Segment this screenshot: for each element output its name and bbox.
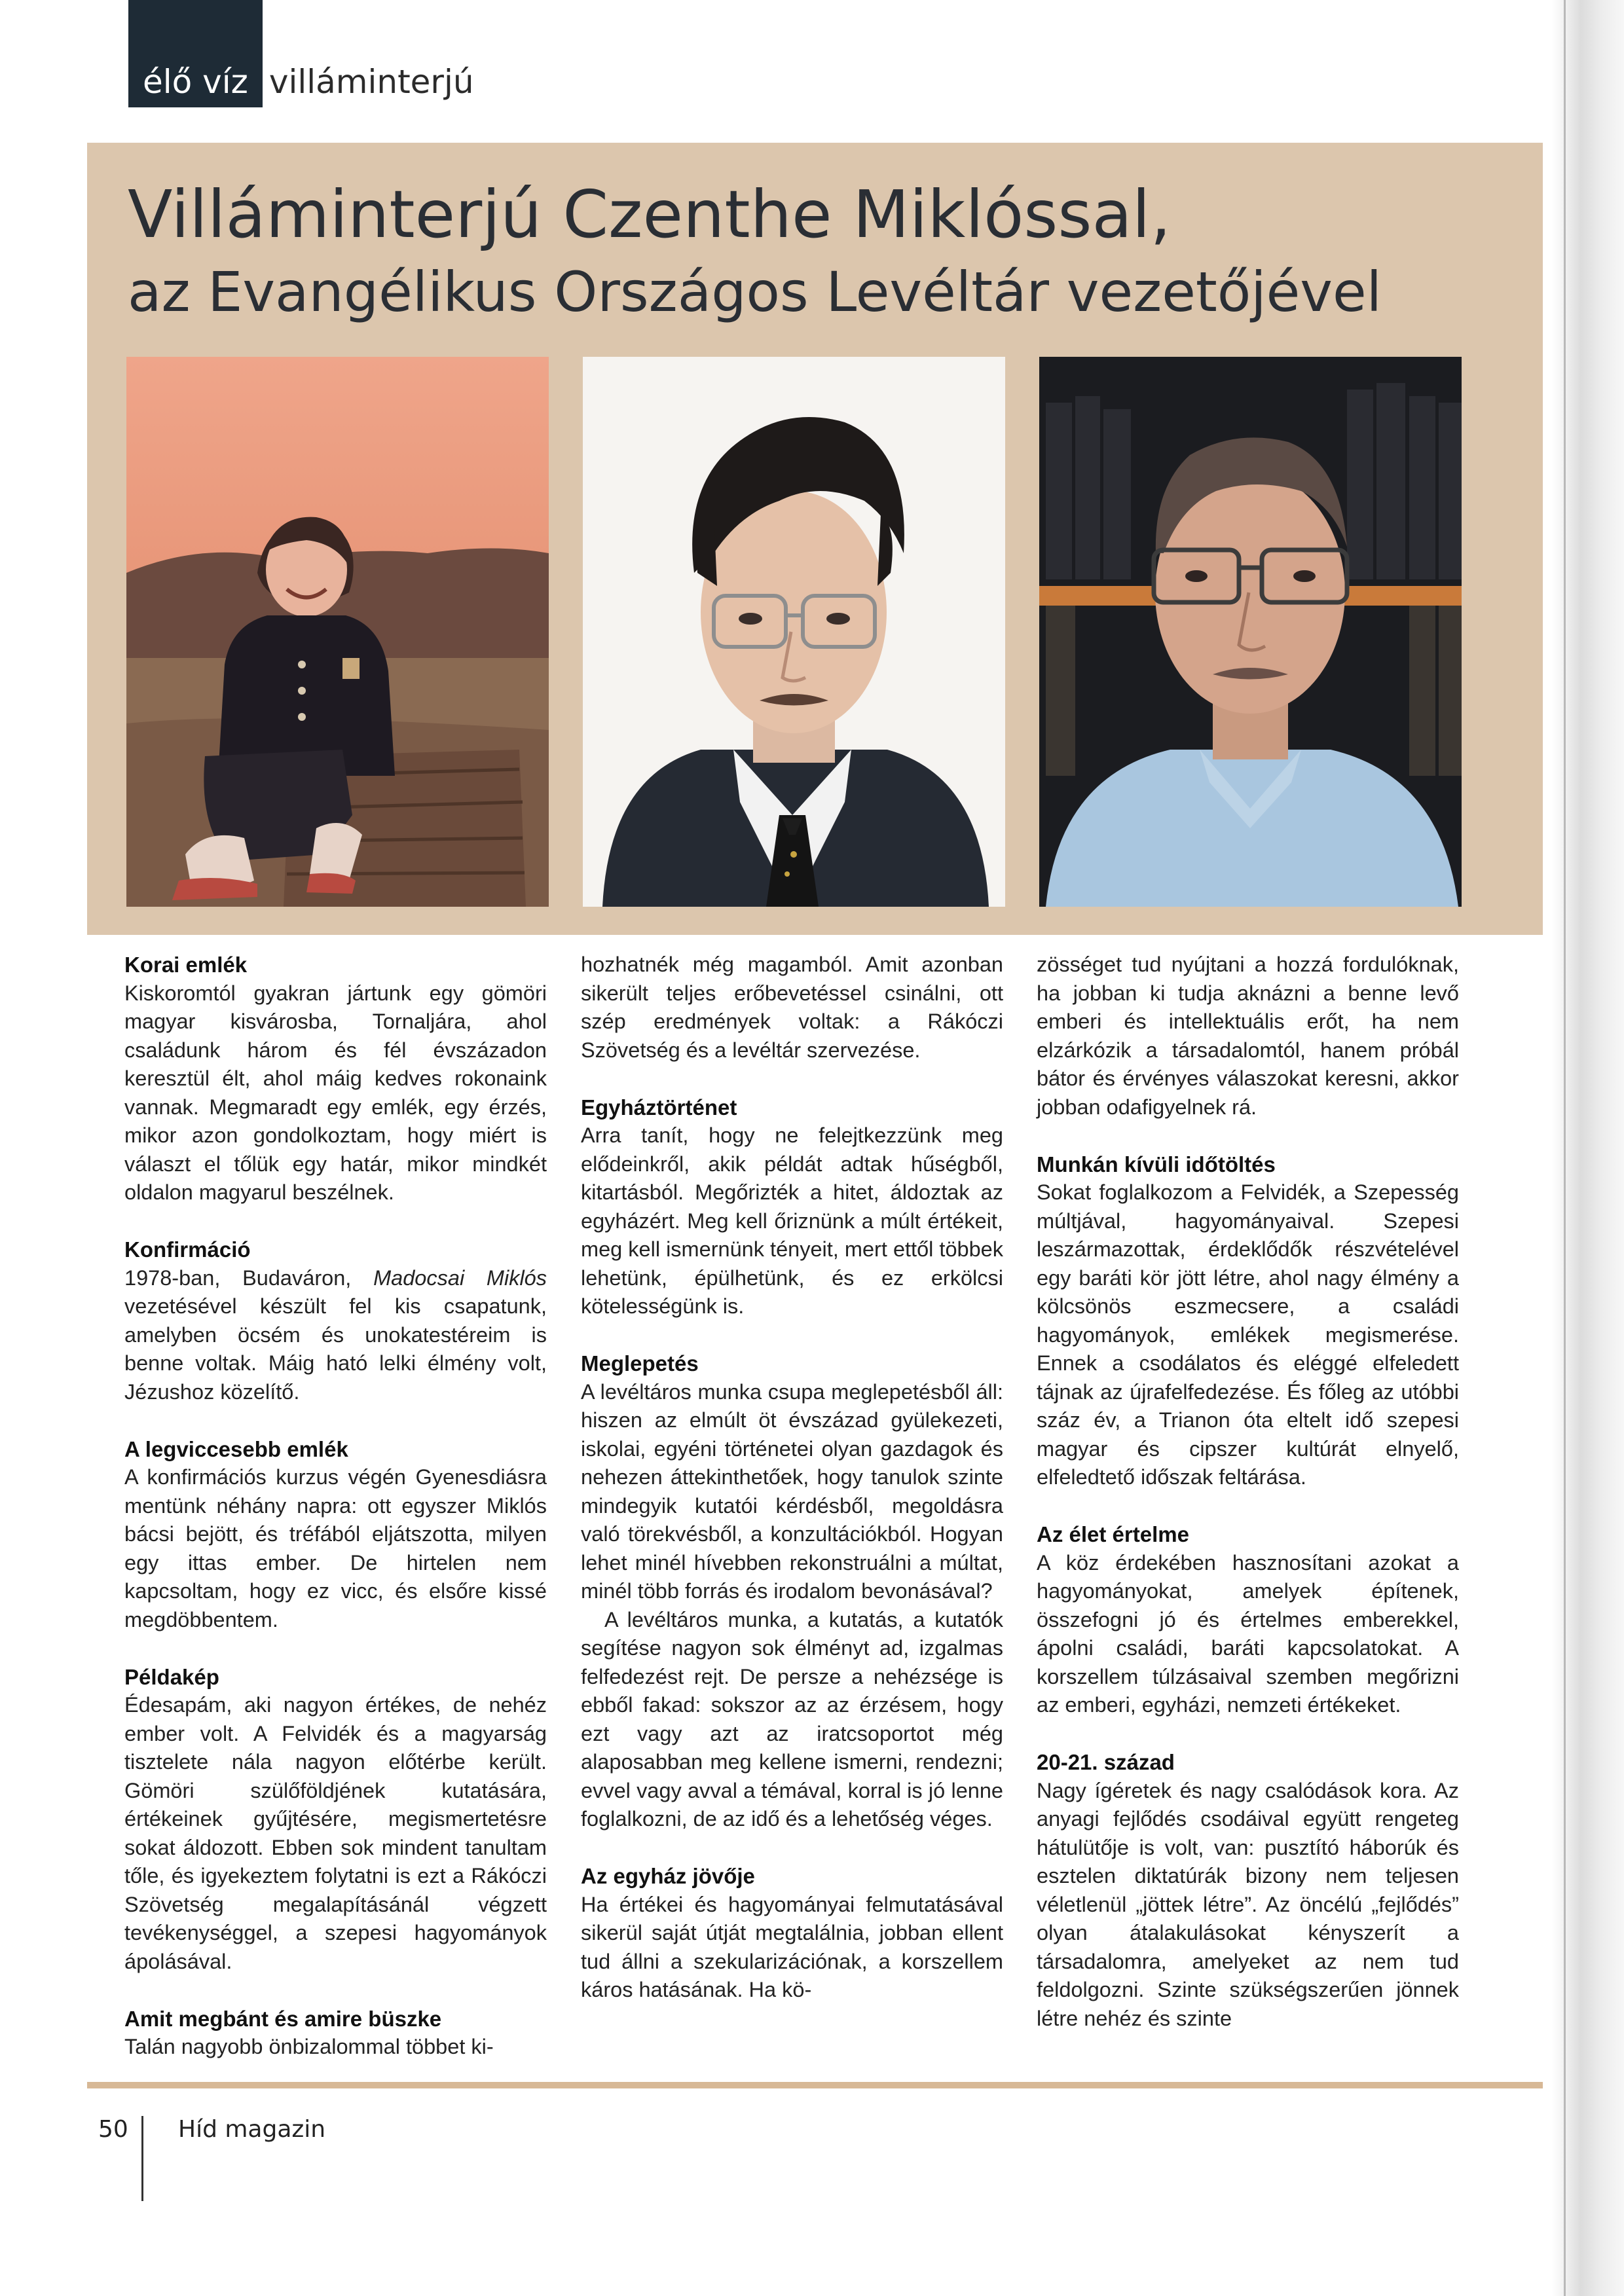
young-man-portrait-icon (583, 357, 1005, 907)
paragraph-gap (1037, 1121, 1459, 1150)
paragraph-gap (581, 1321, 1003, 1350)
paragraph-gap (581, 1834, 1003, 1863)
section-heading: Példakép (124, 1664, 219, 1689)
footer-divider (141, 2116, 143, 2201)
body-paragraph: Ha értékei és hagyományai felmutatásával sikerül saját útját megtalálnia, jobban ellent tud állni a szekularizációnak, a korszellem káros hatásának. Ha kö- (581, 1892, 1003, 2001)
section-heading: Korai emlék (124, 953, 248, 977)
photo-childhood (126, 357, 549, 907)
article-title: Villáminterjú Czenthe Miklóssal, (128, 176, 1172, 253)
article-column-1 (124, 951, 547, 2062)
man-portrait-archive-icon (1039, 357, 1462, 907)
body-paragraph: Kiskoromtól gyakran jártunk egy gömöri magyar kisvárosba, Tornaljára, ahol családunk három és fél évszázadon keresztül élt, ahol máig kedves rokonaink vannak. Megmaradt egy emlék, egy érzés, mikor azon gondolkoztam, hogy miért is választ el tőlük egy határ, mikor mindkét oldalon magyarul beszélnek. (124, 981, 547, 1204)
magazine-name: Híd magazin (178, 2116, 326, 2143)
section-tag-light: villáminterjú (268, 63, 474, 101)
body-paragraph: Arra tanít, hogy ne felejtkezzünk meg elődeinkről, akik példát adtak hűségből, kitartásból. Megőrizték a hitet, áldoztak az egyházért. Meg kell őriznünk a múlt értékeit, meg kell ismernünk tényeit, mert ettől többek lehetünk, épülhetünk, és ez erkölcsi kötelességünk is. (581, 1123, 1003, 1318)
section-heading: Konfirmáció (124, 1237, 251, 1262)
article-column-3 (1037, 951, 1459, 2033)
body-paragraph: A levéltáros munka csupa meglepetésből áll: hiszen az elmúlt öt évszázad gyülekezeti, iskolai, egyéni történetei olyan gazdagok és nehezen áttekinthetőek, hogy tanulok szinte mindegyik kutatói kérdésből, megoldásra való törekvésből, a konzultációkból. Hogyan lehet minél hívebben rekonstruálni a múltat, minél több forrás és irodalom bevonásával? (581, 1379, 1003, 1603)
body-paragraph: Nagy ígéretek és nagy csalódások kora. Az anyagi fejlődés csodáival együtt rengeteg hátulütője is volt, van: pusztító háborúk és esztelen diktatúrák bizony nem teljesen véletlenül „jöttek létre”. Az öncélú „fejlődés” olyan átalakulásokat kényszerít a társadalomra, amelyeket az nem tud feldolgozni. Szinte szükségszerűen jönnek létre nehéz és szinte (1037, 1778, 1459, 2030)
body-paragraph: Sokat foglalkozom a Felvidék, a Szepesség múltjával, hagyományaival. Szepesi leszármazottak, érdeklődők részvételével egy baráti kör jött létre, ahol nagy élmény a kölcsönös eszmecsere, a családi hagyományok, emlékek megismerése. Ennek a csodálatos és eléggé elfeledett tájnak az újrafelfedezése. És főleg az utóbbi száz év, a Trianon óta eltelt idő szepesi magyar és cipszer kultúrát elnyelő, elfeledtető időszak feltárása. (1037, 1180, 1459, 1489)
section-heading: Az egyház jövője (581, 1864, 755, 1888)
section-heading: Meglepetés (581, 1351, 699, 1376)
paragraph-gap (124, 1976, 547, 2005)
paragraph-gap (1037, 1492, 1459, 1521)
section-heading: Amit megbánt és amire büszke (124, 2006, 442, 2031)
paragraph-text: 1978-ban, Budaváron, (124, 1266, 374, 1290)
body-paragraph: A köz érdekében hasznosítani azokat a hagyományokat, amelyek építenek, összefogni jó és értelmes emberekkel, ápolni családi, baráti kapcsolatokat. A korszellem túlzásaival szemben megőrizni az emberi, egyházi, nemzeti értékeket. (1037, 1550, 1459, 1717)
body-paragraph: Édesapám, aki nagyon értékes, de nehéz ember volt. A Felvidék és a magyarság tisztelete nála nagyon előtérbe került. Gömöri szülőföldjének kutatására, értékeinek gyűjtésére, megismertetésre sokat áldozott. Ebben sok mindent tanultam tőle, és igyekeztem folytatni is ezt a Rákóczi Szövetség megalapításánál végzett tevékenységgel, a szepesi hagyományok ápolásával. (124, 1693, 547, 1973)
paragraph-gap (581, 1065, 1003, 1093)
child-portrait-icon (126, 357, 549, 907)
paragraph-gap (124, 1207, 547, 1236)
page-number: 50 (98, 2116, 128, 2143)
section-tag (128, 0, 474, 107)
body-paragraph: hozhatnék még magamból. Amit azonban sikerült teljes erőbevetéssel csinálni, ott szép eredmények voltak: a Rákóczi Szövetség és a levéltár szervezése. (581, 953, 1003, 1062)
paragraph-gap (124, 1406, 547, 1435)
body-paragraph: A konfirmációs kurzus végén Gyenesdiásra mentünk néhány napra: ott egyszer Miklós bácsi bejött, és tréfából eljátszotta, milyen egy ittas ember. De hirtelen nem kapcsoltam, hogy ez vicc, és elsőre kissé megdöbbentem. (124, 1465, 547, 1631)
section-tag-dark: élő víz (128, 0, 263, 107)
paragraph-gap (1037, 1720, 1459, 1749)
body-paragraph: A levéltáros munka, a kutatás, a kutatók segítése nagyon sok élményt ad, izgalmas felfedezést rejt. De persze a nehézsége is ebből fakad: sokszor az az érzésem, hogy ezt vagy azt az iratcsoportot még alaposabban meg kellene ismerni, rendezni; evvel vagy avval a témával, korral is jó lenne foglalkozni, de az idő és a lehetőség véges. (581, 1607, 1003, 1831)
paragraph-text: vezetésével készült fel kis csapatunk, amelyben öcsém és unokatestéreim is benne voltak. Máig ható lelki élmény volt, Jézushoz közelítő. (124, 1294, 547, 1404)
section-heading: 20-21. század (1037, 1750, 1175, 1774)
section-heading: Az élet értelme (1037, 1522, 1189, 1546)
section-heading: Munkán kívüli időtöltés (1037, 1152, 1276, 1176)
article-subtitle: az Evangélikus Országos Levéltár vezetőjével (128, 260, 1382, 324)
article-column-2 (581, 951, 1003, 2005)
body-paragraph: zösséget tud nyújtani a hozzá fordulóknak, ha jobban ki tudja aknázni a benne levő emberi és intellektuális erőt, ha nem elzárkózik a társadalomtól, hanem próbál bátor és érvényes válaszokat keresni, akkor jobban odafigyelnek rá. (1037, 953, 1459, 1119)
body-paragraph (124, 1264, 547, 1407)
emphasized-name: Madocsai Miklós (373, 1266, 547, 1290)
photo-present (1039, 357, 1462, 907)
body-paragraph: Talán nagyobb önbizalommal többet ki- (124, 2035, 494, 2058)
photo-young-adult (583, 357, 1005, 907)
paragraph-gap (124, 1634, 547, 1663)
section-heading: Egyháztörténet (581, 1095, 737, 1120)
scan-page-edge (1552, 0, 1624, 2296)
section-heading: A legviccesebb emlék (124, 1436, 348, 1461)
